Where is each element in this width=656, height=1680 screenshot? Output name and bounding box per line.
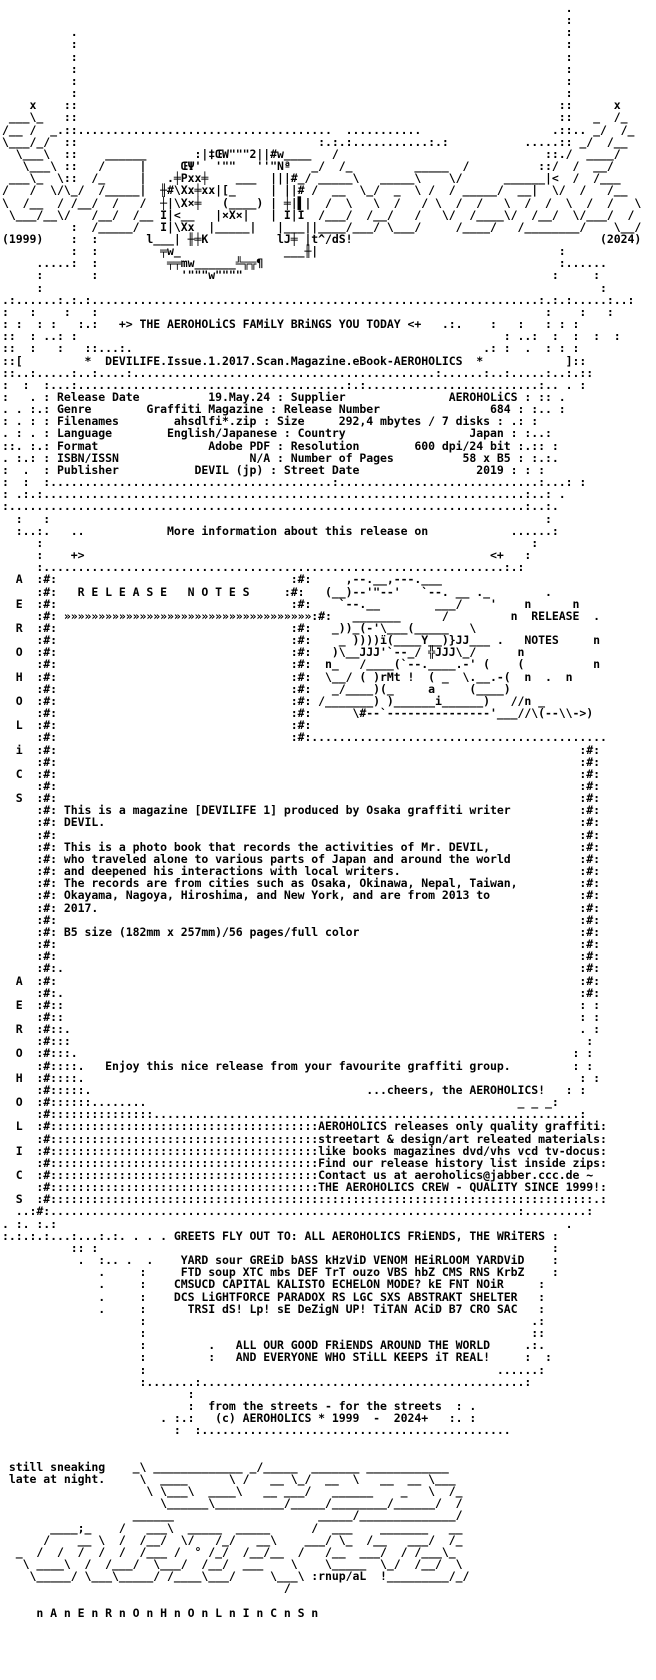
nfo-line: : : :: [2, 511, 552, 526]
nfo-line: :#:. :#:: [2, 961, 601, 976]
nfo-line: / / \/\_/ /_____| ╫#\Xx╪xx|[_ | ||# / __ \_/ _ \ / / _____/ __| \/ / /__: [2, 183, 628, 198]
nfo-line: :#:: : :: [2, 1009, 601, 1024]
nfo-line: S :#:::::::::::::::::::::::::::::::::::::::::::::::::::::::::::::::::::::::::::::::.:: [2, 1192, 607, 1207]
nfo-line: :#: R E L E A S E N O T E S :#: (__)--'"--' `--. __ ._ .: [2, 584, 552, 599]
nfo-line: :: : :: [2, 1240, 559, 1255]
nfo-line: n A n E n R n O n H n O n L n I n C n S n: [2, 1605, 319, 1620]
nfo-line: :#:::::::::::::::::::::::::::::::::::::::streetart & design/art releated materials:: [2, 1131, 607, 1146]
nfo-line: :#: :#:...........................................: [2, 730, 607, 745]
nfo-line: . : FTD soup XTC mbs DEF TrT ouzo VBS hbZ CMS RNS KrbZ :: [2, 1265, 559, 1280]
nfo-line: :...........................................................................:..:.: [2, 499, 559, 514]
nfo-line: :#: :#: \#--`---------------'___//\(--\\->): [2, 706, 594, 721]
nfo-line: \ ____\ / /___/ \___/ /__/ ___ \ \_____ \_/ /__/ \: [2, 1557, 463, 1571]
nfo-line: : :: [2, 73, 573, 88]
nfo-line: . :.: (c) AEROHOLICS * 1999 - 2024+ :. :: [2, 1411, 477, 1426]
nfo-line: S :#: :#:: [2, 791, 601, 806]
nfo-line: : :: [2, 49, 573, 64]
nfo-line: : :.............................................: [2, 1423, 511, 1438]
nfo-line: :#:. :#:: [2, 985, 601, 1000]
nfo-line: . : . : Language English/Japanese : Country Japan : :..:: [2, 426, 552, 441]
nfo-line: :: [2, 13, 573, 28]
nfo-line: \ /__ / /__/ / / ┼|\X×╪ (____) | ╪|▌| / \ \ / / \ / / \ / / \ / / \: [2, 195, 642, 210]
nfo-line: :#: B5 size (182mm x 257mm)/56 pages/full color :#:: [2, 924, 601, 939]
nfo-line: :#:::::::::::::::::::::::::::::::::::::::THE AEROHOLICS CREW - QUALITY SINCE 1999!:: [2, 1180, 607, 1195]
nfo-line: . . :.: Genre Graffiti Magazine : Release Number 684 : :.. :: [2, 402, 566, 417]
nfo-line: \___/_/ :: :.:.:...........:.: .....:: _/ /__: [2, 134, 628, 149]
nfo-line: .:......:.:.:.................................................................:.:.:.....:..:: [2, 292, 635, 307]
nfo-line: A :#: :#:: [2, 973, 601, 988]
nfo-line: : : :.........................................:.............................:...: :: [2, 475, 587, 490]
nfo-line: :.......:...............................................:: [2, 1374, 532, 1389]
nfo-line: :#: DEVIL. :#:: [2, 815, 601, 830]
nfo-line: :#::::. Enjoy this nice release from your favourite graffiti group. : :: [2, 1058, 594, 1073]
nfo-line: :#:::::::::::::::::::::::::::::::::::::::Find our release history list inside zips:: [2, 1155, 607, 1170]
nfo-line: :#: The records are from cities such as Osaka, Okinawa, Nepal, Taiwan, :#:: [2, 876, 601, 891]
nfo-line: :#: Okayama, Nagoya, Hiroshima, and New York, and are from 2013 to :#:: [2, 888, 601, 903]
nfo-line: x :: :: x: [2, 98, 621, 113]
nfo-line: ___\_ :: :: _ /_: [2, 110, 628, 125]
nfo-line: :#: This is a magazine [DEVILIFE 1] produced by Osaka graffiti writer :#:: [2, 803, 601, 818]
nfo-line: :#: who traveled alone to various parts of Japan and around the world :#:: [2, 851, 601, 866]
nfo-line: :#: :#:: [2, 949, 601, 964]
nfo-line: / __ \ / /__/ \/ /_/ __\ ___/ \_ /__ ___/ /_: [2, 1532, 463, 1547]
nfo-line: . :.: : ISBN/ISSN N/A : Number of Pages 58 x B5 : :.:.: [2, 450, 559, 465]
nfo-line: : : :...:.......................................:.:.........................:.. . :: [2, 377, 587, 392]
nfo-line: :: : ..: : : ..: : : : :: [2, 329, 621, 344]
nfo-line: O :#:::. : :: [2, 1046, 594, 1061]
nfo-line: ::. :.: Format Adobe PDF : Resolution 600 dpi/24 bit :.:: :: [2, 438, 559, 453]
nfo-line: . : DCS LiGHTFORCE PARADOX RS LGC SXS ABSTRAKT SHELTER :: [2, 1289, 546, 1304]
nfo-line: C :#: :#:: [2, 766, 601, 781]
nfo-line: : /_____/ I|\Xx |_____| |___||____/___/ \___/ /____/ /________/ \__/: [2, 219, 642, 234]
nfo-line: :#: 2017. :#:: [2, 900, 601, 915]
nfo-line: : : AND EVERYONE WHO STiLL KEEPS iT REAL! : :: [2, 1350, 552, 1365]
nfo-line: :..:. .. More information about this release on ......:: [2, 523, 559, 538]
nfo-line: : :: [2, 37, 573, 52]
nfo-line: \___/__\/ /__/ /__ I|<__ |×X×| | I|I /___/ /__/ / \/ /____\/ /__/ \/___/ /: [2, 207, 635, 222]
nfo-line: :: [2, 1386, 195, 1401]
nfo-line: :#: :#:: [2, 754, 601, 769]
nfo-line: :: : : ::...:. .: : . : : :: [2, 341, 580, 356]
nfo-line: : : ╤w_ ___╫| :: [2, 244, 566, 259]
nfo-line: O :#::::::........ _ _ _:: [2, 1095, 559, 1110]
nfo-line: :...................................................................:.:: [2, 560, 525, 575]
nfo-line: : +> <+ :: [2, 548, 532, 563]
nfo-line: \_____/ \___\_____/ /____\___/ \___\ :rnup/aL !_________/_/: [2, 1569, 470, 1584]
nfo-line: : : '"""w"""" : :: [2, 268, 601, 283]
nfo-line: :#: »»»»»»»»»»»»»»»»»»»»»»»»»»»»»»»»»»»»:#: _______ / n RELEASE .: [2, 608, 601, 623]
nfo-line: :#: This is a photo book that records the activities of Mr. DEVIL, :#:: [2, 839, 601, 854]
nfo-line: (1999) : : l___| ╫╪K lJ╪ |t^/dS! (2024): [2, 231, 642, 246]
nfo-line: ::..:.....:..:....:............................................:......:..:.....:..:.::: [2, 365, 594, 380]
nfo-line: :#: :#:: [2, 912, 601, 927]
nfo-line: O :#: :#: )\__JJJ'`--_/ ╬JJJ\_/ n: [2, 645, 525, 660]
nfo-line: H :#::::. : :: [2, 1070, 601, 1085]
nfo-line: : .:.:......................................................................:..: .: [2, 487, 566, 502]
nfo-line: ::[ * DEVILIFE.Issue.1.2017.Scan.Magazine.eBook-AEROHOLICS * ]::: [2, 353, 587, 368]
nfo-line: E :#: :#: `--.__ ___/ ' n n: [2, 596, 580, 611]
nfo-line: :#: :#: _/____)(_ a (____): [2, 681, 511, 696]
nfo-line: : : : : : : :: [2, 304, 614, 319]
nfo-line: :#:::::::::::::::..............................................................:: [2, 1107, 587, 1122]
nfo-line: :#::: :: [2, 1034, 594, 1049]
nfo-line: ..:#:....................................................................:.........:: [2, 1204, 594, 1219]
nfo-line: . : CMSUCD CAPITAL KALISTO ECHELON MODE? kE FNT NOiR :: [2, 1277, 546, 1292]
nfo-line: : :: [2, 61, 573, 76]
nfo-line: :#: :#:: [2, 827, 601, 842]
nfo-line: ____;_ / ___\ _____ _____ / ___ _______ __: [2, 1520, 463, 1535]
nfo-line: . :. :.: .: [2, 1216, 573, 1231]
nfo-line: A :#: :#: ,--.__,---.___: [2, 572, 442, 587]
nfo-line: : :: [2, 280, 607, 295]
nfo-line: /: [2, 1581, 291, 1596]
nfo-line: : . : Release Date 19.May.24 : Supplier AEROHOLiCS : :: .: [2, 390, 566, 404]
nfo-line: ___\_ \:: /_ | .╪Pxx╪ ___ |||#_/ _____\ _____\ \/ ______|< / /___: [2, 171, 621, 186]
nfo-line: H :#: :#: \__/ ( )rMt ! ( _ \.__.-( n . n: [2, 669, 573, 684]
nfo-line: :#: :#:: [2, 779, 601, 793]
nfo-line: _ / / / / / /___ / ° /_/ /__/__ / /__ ___/ / /___\_: [2, 1544, 456, 1559]
nfo-line: late at night. \ ____ \ / __ \_/ __ \ __ __ \___: [2, 1471, 456, 1486]
nfo-line: . :.. . . YARD sour GREiD bASS kHzViD VENOM HEiRLOOM YARDViD :: [2, 1253, 559, 1268]
nfo-line: . :: [2, 25, 573, 40]
nfo-line: : from the streets - for the streets : .: [2, 1398, 477, 1413]
nfo-line: : :: [2, 535, 539, 550]
nfo-line: :#: :#:: [2, 937, 601, 952]
nfo-line: : . : Publisher DEVIL (jp) : Street Date 2019 : : :: [2, 462, 546, 477]
nfo-line: : : : : :.: +> THE AEROHOLiCS FAMiLY BRiNGS YOU TODAY <+ .:. : : : : :: [2, 317, 580, 332]
nfo-line: C :#:::::::::::::::::::::::::::::::::::::::Contact us at aeroholics@jabber.ccc.de ~: [2, 1168, 594, 1182]
nfo-line: :.:.:.:...:...:.:. . . . GREETS FLY OUT TO: ALL AEROHOLICS FRiENDS, THE WRiTERS :: [2, 1228, 559, 1243]
nfo-line: : . : : Filenames ahsdlfi*.zip : Size 292,4 mbytes / 7 disks : .: :: [2, 414, 539, 429]
nfo-line: O :#: :#: /_______) )______i______) //n _: [2, 693, 546, 708]
nfo-line: \___\ :: / | ŒΨ' '"" ''"Nª _/ /_ _____ / ::/ / __/: [2, 159, 614, 174]
nfo-line: .....: : ╤╤mw______╩╦╦¶ :......: [2, 256, 607, 271]
nfo-line: : . ALL OUR GOOD FRiENDS AROUND THE WORLD .:.: [2, 1338, 546, 1353]
nfo-line: i :#: :#:: [2, 742, 601, 757]
nfo-line: ______ _____/______________/: [2, 1508, 463, 1523]
nfo-line: I :#:::::::::::::::::::::::::::::::::::::::like books magazines dvd/vhs vcd tv-docus:: [2, 1143, 607, 1158]
nfo-line: \ \___\ ____\ __ ___/ ______ _ \ /_: [2, 1484, 463, 1499]
nfo-line: still sneaking _\ _____________ _/_____ _______ ____________: [2, 1459, 449, 1474]
nfo-line: \___\ :: ______ :|‡ŒW"""2||#w____ / ::./ ____/: [2, 146, 621, 161]
nfo-line: L :#: :#:: [2, 718, 312, 733]
nfo-line: :#:::::. ...cheers, the AEROHOLICS! : :: [2, 1082, 587, 1097]
nfo-line: E :#:: : :: [2, 997, 601, 1012]
nfo-line: R :#: :#: _))_(-'\___(_____ \: [2, 620, 477, 635]
nfo-line: : .:: [2, 1313, 546, 1328]
nfo-line: \______\__________/_____/________/______/ /: [2, 1496, 463, 1511]
nfo-line: .: [2, 1, 573, 15]
nfo-line: R :#::. . :: [2, 1022, 601, 1037]
nfo-line: :#: :#: _ ))))ï(____Y__)}JJ___ . NOTES n: [2, 633, 601, 648]
nfo-line: /__ / _.::..................................... ........... .::.. _/ /_: [2, 122, 635, 137]
nfo-line: :#: :#: n_ /____(`--.____.-' ( ( n: [2, 657, 601, 672]
nfo-line: L :#:::::::::::::::::::::::::::::::::::::::AEROHOLICS releases only quality graffiti:: [2, 1119, 607, 1134]
nfo-line: : ::: [2, 1326, 546, 1341]
nfo-line: : :: [2, 86, 573, 101]
nfo-line: : ......:: [2, 1362, 546, 1377]
nfo-line: . : TRSI dS! Lp! sE DeZigN UP! TiTAN ACiD B7 CRO SAC :: [2, 1301, 546, 1316]
nfo-line: :#: and deepened his interactions with local writers. :#:: [2, 864, 601, 879]
